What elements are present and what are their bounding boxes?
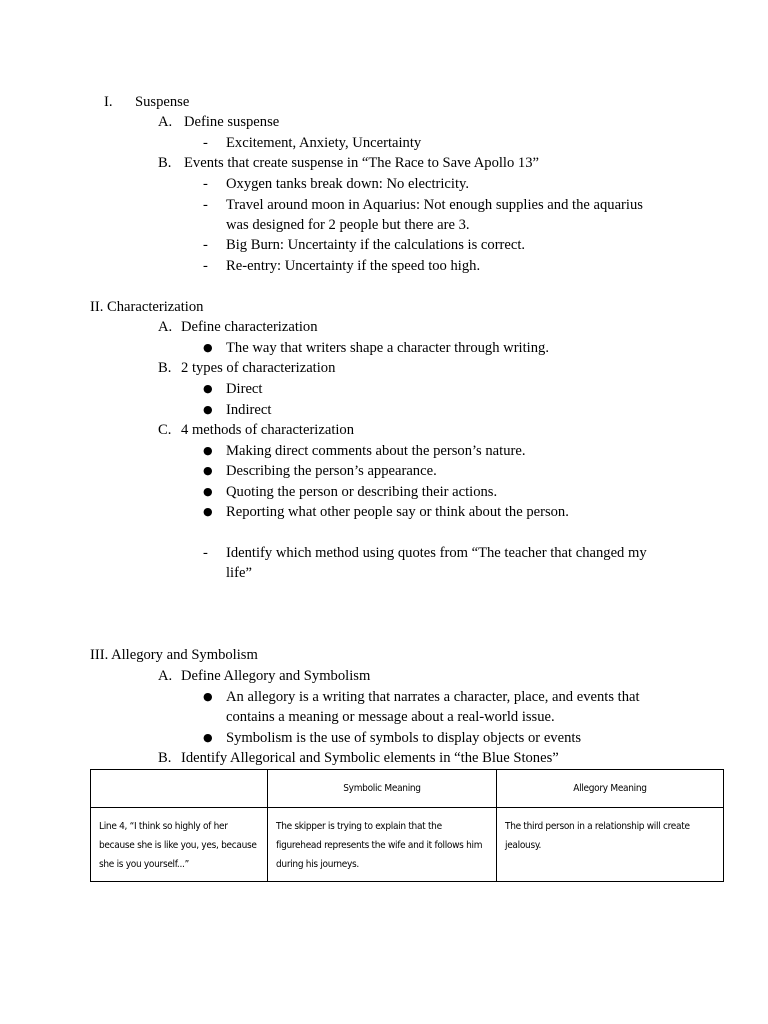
s2-b-item: Direct [226, 381, 263, 397]
s2-b-item: Indirect [226, 402, 272, 418]
s1-b-marker: B. [158, 155, 172, 171]
s2-c-task: Identify which method using quotes from “The teacher that changed my life” [226, 545, 647, 581]
s3-b-marker: B. [158, 750, 172, 766]
dash-marker: - [203, 176, 208, 192]
table-header-cell: Symbolic Meaning [268, 770, 497, 808]
s2-a-label: Define characterization [181, 319, 318, 335]
bullet-marker: ● [203, 464, 213, 477]
s1-b-item: Big Burn: Uncertainty if the calculations is correct. [226, 237, 526, 253]
symbolism-table [90, 769, 724, 882]
s1-b-label: Events that create suspense in “The Race to Save Apollo 13” [184, 155, 540, 171]
s2-c-item: Making direct comments about the person’s nature. [226, 443, 526, 459]
table-header-cell: Allegory Meaning [497, 770, 724, 808]
bullet-marker: ● [203, 341, 213, 354]
s3-b-label: Identify Allegorical and Symbolic elements in “the Blue Stones” [181, 750, 559, 766]
table-cell: The skipper is trying to explain that the figurehead represents the wife and it follows him during his journeys. [268, 808, 497, 882]
dash-marker: - [203, 197, 208, 213]
table-header-cell [91, 770, 268, 808]
s1-b-item: Travel around moon in Aquarius: Not enough supplies and the aquarius was designed for 2 people but there are 3. [226, 197, 643, 233]
bullet-marker: ● [203, 690, 213, 703]
s2-a-item: The way that writers shape a character through writing. [226, 340, 549, 356]
table-row [91, 808, 724, 882]
s2-a-marker: A. [158, 319, 173, 335]
dash-marker: - [203, 237, 208, 253]
bullet-marker: ● [203, 505, 213, 518]
s1-a-marker: A. [158, 114, 173, 130]
s1-a-item: Excitement, Anxiety, Uncertainty [226, 135, 422, 151]
bullet-marker: ● [203, 444, 213, 457]
section-2-title: II. Characterization [90, 299, 204, 315]
s1-b-item: Re-entry: Uncertainty if the speed too high. [226, 258, 481, 274]
s3-a-label: Define Allegory and Symbolism [181, 668, 371, 684]
s2-c-item: Describing the person’s appearance. [226, 463, 437, 479]
bullet-marker: ● [203, 382, 213, 395]
s2-c-marker: C. [158, 422, 172, 438]
dash-marker: - [203, 258, 208, 274]
table-header-row [91, 770, 724, 808]
dash-marker: - [203, 545, 208, 561]
bullet-marker: ● [203, 403, 213, 416]
table-cell: Line 4, “I think so highly of her because she is like you, yes, because she is you yourself...” [91, 808, 268, 882]
s2-c-label: 4 methods of characterization [181, 422, 355, 438]
s3-a-marker: A. [158, 668, 173, 684]
s1-a-label: Define suspense [184, 114, 280, 130]
section-3-title: III. Allegory and Symbolism [90, 647, 258, 663]
bullet-marker: ● [203, 485, 213, 498]
s3-a-item: Symbolism is the use of symbols to display objects or events [226, 730, 582, 746]
section-1-numeral: I. [104, 94, 113, 110]
s2-c-item: Reporting what other people say or think about the person. [226, 504, 569, 520]
bullet-marker: ● [203, 731, 213, 744]
table-cell: The third person in a relationship will create jealousy. [497, 808, 724, 882]
s2-c-item: Quoting the person or describing their actions. [226, 484, 498, 500]
section-1-title: Suspense [135, 94, 190, 110]
s1-b-item: Oxygen tanks break down: No electricity. [226, 176, 470, 192]
dash-marker: - [203, 135, 208, 151]
s2-b-label: 2 types of characterization [181, 360, 336, 376]
s2-b-marker: B. [158, 360, 172, 376]
s3-a-item: An allegory is a writing that narrates a character, place, and events that contains a meaning or message about a real-world issue. [226, 689, 640, 725]
